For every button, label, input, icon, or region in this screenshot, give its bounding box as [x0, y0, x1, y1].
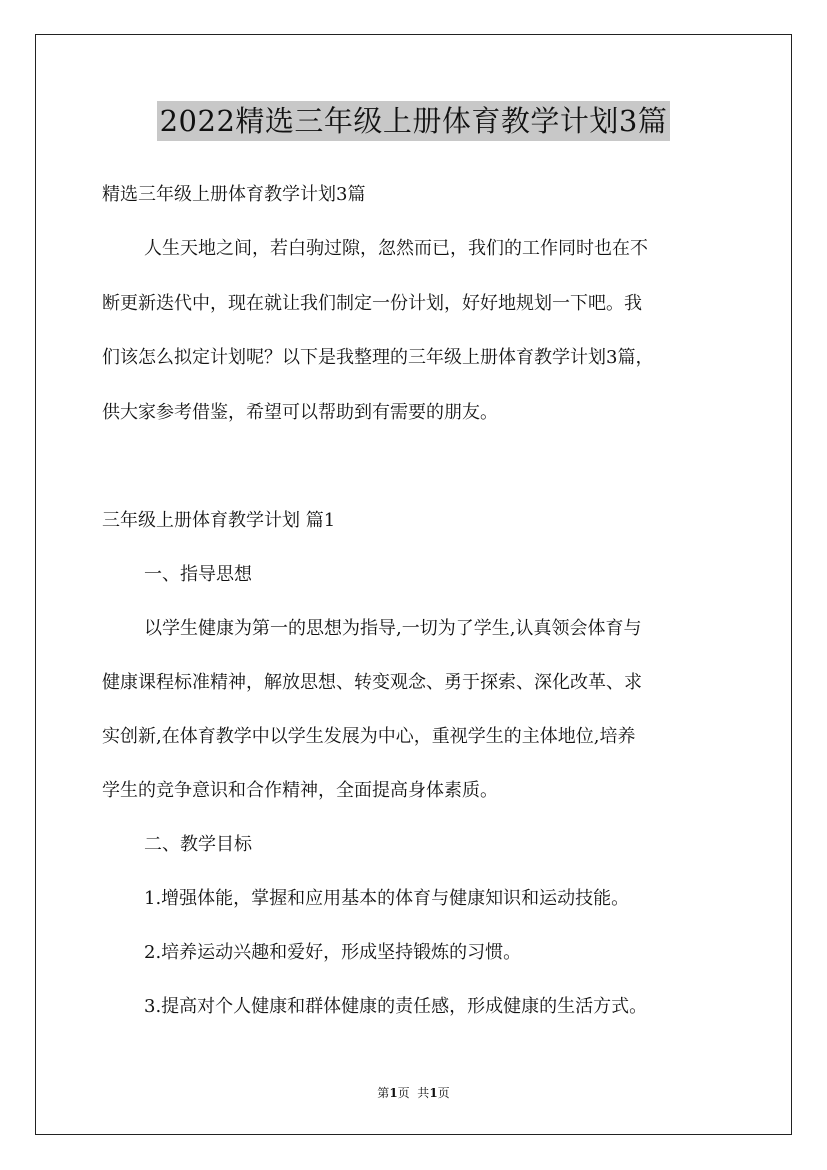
footer-page-prefix: 第	[377, 1086, 390, 1100]
footer-page-suffix: 页	[437, 1086, 450, 1100]
goal-item-3: 3.提高对个人健康和群体健康的责任感，形成健康的生活方式。	[144, 996, 648, 1017]
section-heading: 三年级上册体育教学计划 篇1	[102, 510, 336, 531]
footer-page-mid: 页 共	[397, 1086, 430, 1100]
part1-line-1: 以学生健康为第一的思想为指导,一切为了学生,认真领会体育与	[144, 618, 642, 639]
part2-heading: 二、教学目标	[144, 834, 252, 855]
intro-line-3: 们该怎么拟定计划呢？以下是我整理的三年级上册体育教学计划3篇，	[102, 347, 654, 368]
part1-heading: 一、指导思想	[144, 564, 252, 585]
page-footer	[0, 1085, 827, 1101]
intro-line-2: 断更新迭代中，现在就让我们制定一份计划，好好地规划一下吧。我	[102, 293, 642, 314]
intro-line-1: 人生天地之间，若白驹过隙，忽然而已，我们的工作同时也在不	[144, 238, 648, 259]
goal-item-2: 2.培养运动兴趣和爱好，形成坚持锻炼的习惯。	[144, 942, 522, 963]
part1-line-4: 学生的竞争意识和合作精神，全面提高身体素质。	[102, 780, 498, 801]
document-subtitle: 精选三年级上册体育教学计划3篇	[102, 184, 366, 205]
document-title: 2022精选三年级上册体育教学计划3篇	[157, 101, 671, 141]
part1-line-3: 实创新,在体育教学中以学生发展为中心，重视学生的主体地位,培养	[102, 726, 636, 747]
part1-line-2: 健康课程标准精神，解放思想、转变观念、勇于探索、深化改革、求	[102, 672, 642, 693]
footer-page-total: 1	[429, 1086, 438, 1100]
title-container	[0, 101, 827, 141]
goal-item-1: 1.增强体能，掌握和应用基本的体育与健康知识和运动技能。	[144, 888, 630, 909]
footer-page-current: 1	[389, 1086, 398, 1100]
intro-line-4: 供大家参考借鉴，希望可以帮助到有需要的朋友。	[102, 402, 498, 423]
